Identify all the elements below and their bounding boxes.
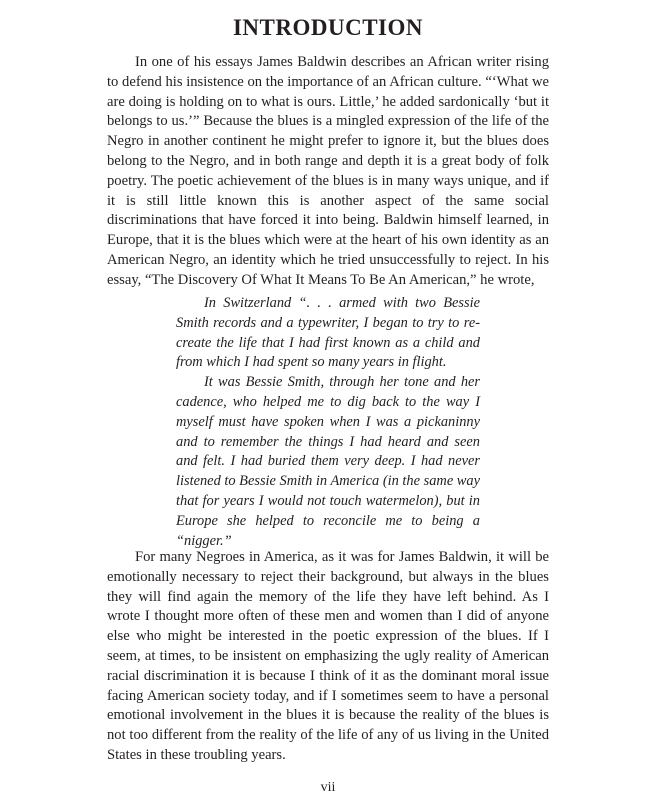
chapter-title: INTRODUCTION	[232, 15, 424, 40]
block-quote-paragraph-1: In Switzerland “. . . armed with two Bessie Smith records and a typewriter, I began to try to re-create the life that I had first known as a child and from which I had spent so many years in flight.	[176, 295, 480, 371]
body-paragraph-2: For many Negroes in America, as it was for James Baldwin, it will be emotionally necessary to reject their background, but always in the blues they will find again the memory of the life they have left behind. As I wrote I thought more often of these men and women than I did of anyone else who might be interested in the poetic expression of the blues. If I seem, at times, to be insistent on emphasizing the ugly reality of American racial discrimination it is because I think of it as the dominant moral issue facing American society today, and if I sometimes seem to have a personal emotional involvement in the blues it is because the reality of the blues is not too different from the reality of the life of any of us living in the United States in these troubling years.	[107, 549, 549, 763]
block-quote	[176, 294, 480, 551]
body-paragraph-1: In one of his essays James Baldwin describes an African writer rising to defend his insistence on the importance of an African culture. “‘What we are doing is holding on to what is ours. Little,’ he added sardonically ‘but it belongs to us.’” Because the blues is a mingled expression of the life of the Negro in another continent he might prefer to ignore it, but the blues does belong to the Negro, and in both range and depth it is a great body of folk poetry. The poetic achievement of the blues is in many ways unique, and if it is still little known this is another aspect of the same social discriminations that have forced it into being. Baldwin himself learned, in Europe, that it is the blues which were at the heart of his own identity as an American Negro, an identity which he tried unsuccessfully to reject. In his essay, “The Discovery Of What It Means To Be An American,” he wrote,	[107, 54, 549, 288]
block-quote-paragraph-2: It was Bessie Smith, through her tone and her cadence, who helped me to dig back to the way I myself must have spoken when I was a pickaninny and to remember the things I had heard and seen and felt. I had buried them very deep. I had never listened to Bessie Smith in America (in the same way that for years I would not touch watermelon), but in Europe she helped to reconcile me to being a “nigger.”	[176, 374, 480, 549]
page-number: vii	[320, 780, 336, 795]
